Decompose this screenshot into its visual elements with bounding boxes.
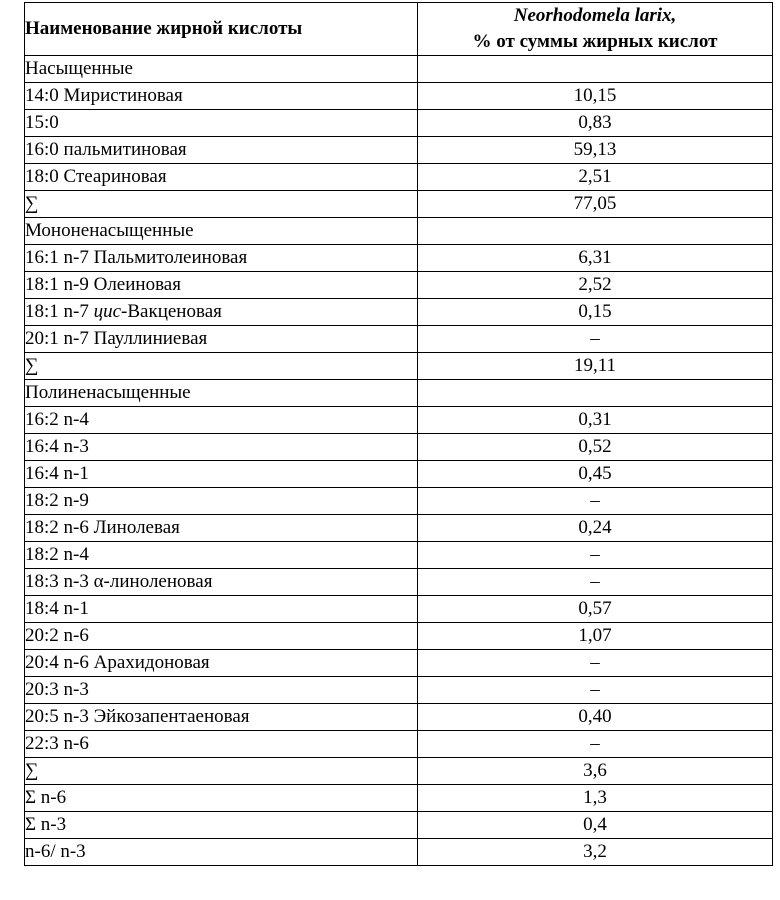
row-value: – bbox=[418, 731, 773, 758]
row-name: 20:5 n-3 Эйкозапентаеновая bbox=[25, 704, 418, 731]
row-name-italic: цис bbox=[93, 301, 122, 322]
row-name: Σ n-6 bbox=[25, 785, 418, 812]
table-row bbox=[25, 596, 773, 623]
table-row bbox=[25, 542, 773, 569]
table-row bbox=[25, 515, 773, 542]
table-row bbox=[25, 326, 773, 353]
row-value: 19,11 bbox=[418, 353, 773, 380]
row-name: 18:3 n-3 α-линоленовая bbox=[25, 569, 418, 596]
row-value: 0,31 bbox=[418, 407, 773, 434]
row-name: Полиненасыщенные bbox=[25, 380, 418, 407]
row-value: – bbox=[418, 542, 773, 569]
table-row bbox=[25, 164, 773, 191]
row-value: – bbox=[418, 650, 773, 677]
table-row bbox=[25, 407, 773, 434]
row-name: ∑ bbox=[25, 191, 418, 218]
row-name: 14:0 Миристиновая bbox=[25, 83, 418, 110]
row-value: 6,31 bbox=[418, 245, 773, 272]
table-row bbox=[25, 731, 773, 758]
row-name: 20:4 n-6 Арахидоновая bbox=[25, 650, 418, 677]
row-value: 77,05 bbox=[418, 191, 773, 218]
row-name: Насыщенные bbox=[25, 56, 418, 83]
row-value: 59,13 bbox=[418, 137, 773, 164]
row-value bbox=[418, 380, 773, 407]
row-name: 20:3 n-3 bbox=[25, 677, 418, 704]
table-row bbox=[25, 110, 773, 137]
row-name: 16:0 пальмитиновая bbox=[25, 137, 418, 164]
row-name: 18:4 n-1 bbox=[25, 596, 418, 623]
row-value: 1,3 bbox=[418, 785, 773, 812]
table-row bbox=[25, 272, 773, 299]
row-value: 0,40 bbox=[418, 704, 773, 731]
row-name bbox=[25, 299, 418, 326]
row-name: Σ n-3 bbox=[25, 812, 418, 839]
row-name: 20:1 n-7 Пауллиниевая bbox=[25, 326, 418, 353]
row-name: 22:3 n-6 bbox=[25, 731, 418, 758]
row-name: 16:2 n-4 bbox=[25, 407, 418, 434]
row-name: 15:0 bbox=[25, 110, 418, 137]
row-value: 1,07 bbox=[418, 623, 773, 650]
table-row bbox=[25, 677, 773, 704]
row-value: – bbox=[418, 488, 773, 515]
row-value: 0,52 bbox=[418, 434, 773, 461]
table-row bbox=[25, 758, 773, 785]
table-row bbox=[25, 137, 773, 164]
table-row bbox=[25, 353, 773, 380]
table-row bbox=[25, 299, 773, 326]
row-value: 0,15 bbox=[418, 299, 773, 326]
fatty-acid-table bbox=[24, 2, 773, 866]
table-row bbox=[25, 56, 773, 83]
row-value bbox=[418, 218, 773, 245]
species-name: Neorhodomela larix, bbox=[513, 5, 677, 26]
row-name: ∑ bbox=[25, 353, 418, 380]
row-name: 18:2 n-4 bbox=[25, 542, 418, 569]
table-row bbox=[25, 218, 773, 245]
table-row bbox=[25, 704, 773, 731]
table-row bbox=[25, 488, 773, 515]
row-value: 10,15 bbox=[418, 83, 773, 110]
row-name: 18:2 n-6 Линолевая bbox=[25, 515, 418, 542]
table-row bbox=[25, 812, 773, 839]
row-value: 3,6 bbox=[418, 758, 773, 785]
table-row bbox=[25, 569, 773, 596]
row-name: 18:2 n-9 bbox=[25, 488, 418, 515]
table-row bbox=[25, 650, 773, 677]
column-header-species-percent bbox=[418, 3, 773, 56]
row-value: 2,52 bbox=[418, 272, 773, 299]
row-name-prefix: 18:1 n-7 bbox=[25, 301, 94, 322]
row-value: – bbox=[418, 326, 773, 353]
table-row bbox=[25, 191, 773, 218]
column-header-acid-name: Наименование жирной кислоты bbox=[25, 3, 418, 56]
row-value: 0,57 bbox=[418, 596, 773, 623]
row-name: n-6/ n-3 bbox=[25, 839, 418, 866]
row-name: 16:1 n-7 Пальмитолеиновая bbox=[25, 245, 418, 272]
table-row bbox=[25, 245, 773, 272]
row-name: 18:0 Стеариновая bbox=[25, 164, 418, 191]
row-name: 16:4 n-3 bbox=[25, 434, 418, 461]
row-value: – bbox=[418, 677, 773, 704]
row-name: 16:4 n-1 bbox=[25, 461, 418, 488]
row-value: 3,2 bbox=[418, 839, 773, 866]
table-row bbox=[25, 839, 773, 866]
row-name: Мононенасыщенные bbox=[25, 218, 418, 245]
row-name: 20:2 n-6 bbox=[25, 623, 418, 650]
table-row bbox=[25, 434, 773, 461]
row-name: 18:1 n-9 Олеиновая bbox=[25, 272, 418, 299]
row-name: ∑ bbox=[25, 758, 418, 785]
row-value: 0,4 bbox=[418, 812, 773, 839]
table-row bbox=[25, 623, 773, 650]
row-value: – bbox=[418, 569, 773, 596]
unit-label: % от суммы жирных кислот bbox=[472, 31, 718, 52]
row-value: 0,45 bbox=[418, 461, 773, 488]
table-header-row bbox=[25, 3, 773, 56]
table-row bbox=[25, 380, 773, 407]
row-value: 2,51 bbox=[418, 164, 773, 191]
table-row bbox=[25, 83, 773, 110]
row-value bbox=[418, 56, 773, 83]
table-row bbox=[25, 785, 773, 812]
row-value: 0,83 bbox=[418, 110, 773, 137]
row-name-suffix: -Вакценовая bbox=[121, 301, 222, 322]
table-row bbox=[25, 461, 773, 488]
row-value: 0,24 bbox=[418, 515, 773, 542]
